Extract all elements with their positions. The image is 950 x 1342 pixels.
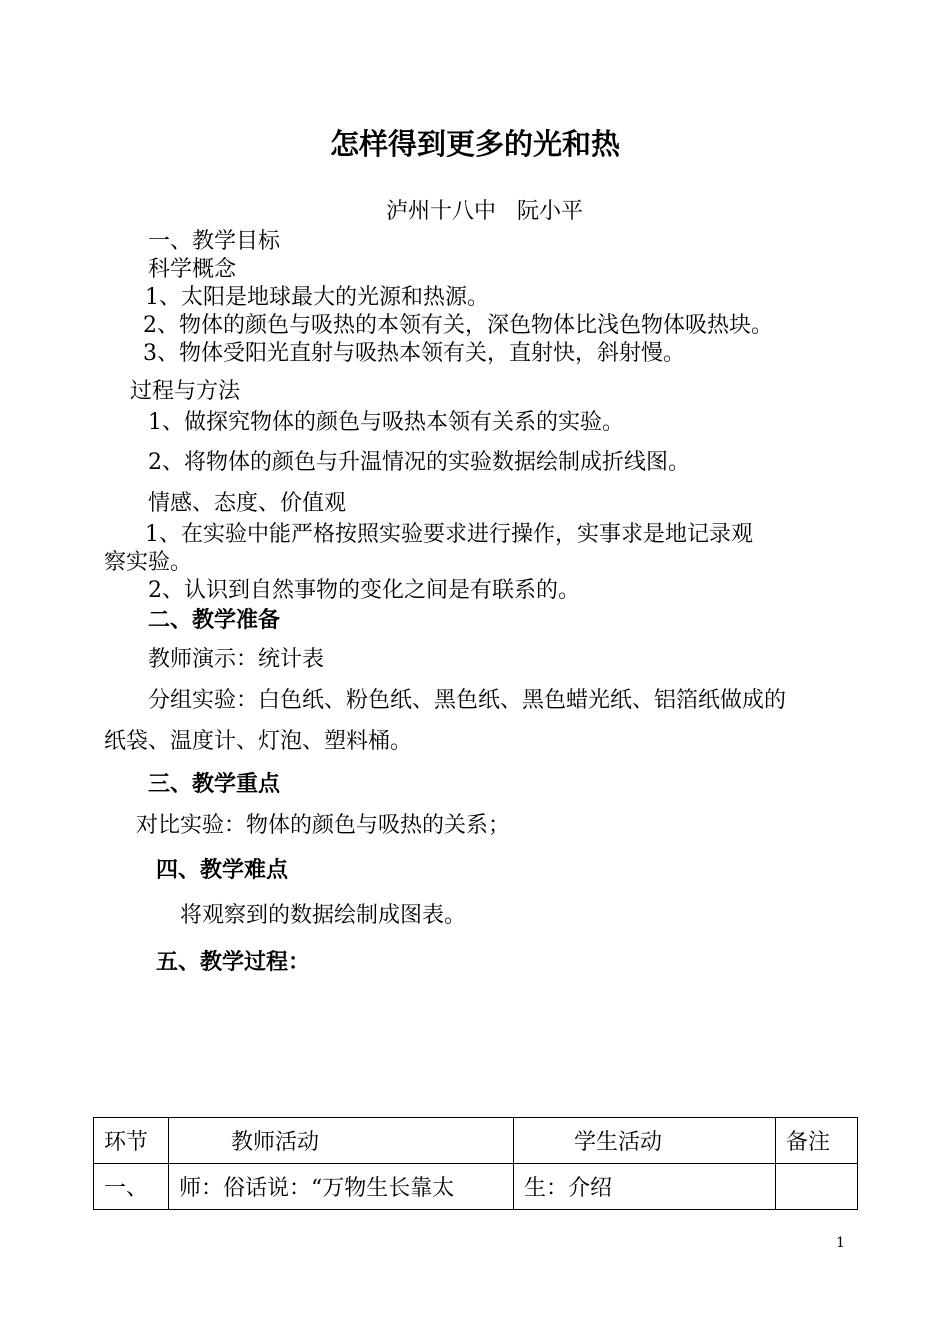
section2-heading: 二、教学准备 xyxy=(148,607,281,633)
process-heading: 过程与方法 xyxy=(130,379,241,404)
teaching-process-table xyxy=(93,1117,858,1210)
prep-line: 教师演示：统计表 xyxy=(148,647,325,672)
concept-heading: 科学概念 xyxy=(148,257,237,282)
section3-heading: 三、教学重点 xyxy=(148,771,281,797)
process-item: 1、做探究物体的颜色与吸热本领有关系的实验。 xyxy=(148,410,624,435)
section4-heading: 四、教学难点 xyxy=(156,857,289,883)
table-cell: 生：介绍 xyxy=(514,1164,776,1210)
author-line: 泸州十八中 阮小平 xyxy=(386,199,583,224)
header-cell-student: 学生活动 xyxy=(514,1118,776,1164)
attitude-item: 2、认识到自然事物的变化之间是有联系的。 xyxy=(148,578,580,603)
table-cell xyxy=(776,1164,858,1210)
section1-heading: 一、教学目标 xyxy=(148,229,281,254)
attitude-heading: 情感、态度、价值观 xyxy=(148,491,347,516)
table-row xyxy=(94,1164,858,1210)
attitude-item-continued: 察实验。 xyxy=(104,550,193,575)
process-item: 2、将物体的颜色与升温情况的实验数据绘制成折线图。 xyxy=(148,450,690,475)
concept-item: 2、物体的颜色与吸热的本领有关，深色物体比浅色物体吸热块。 xyxy=(143,313,773,338)
header-cell-stage: 环节 xyxy=(94,1118,169,1164)
header-cell-teacher: 教师活动 xyxy=(169,1118,514,1164)
table-header-row xyxy=(94,1118,858,1164)
attitude-item: 1、在实验中能严格按照实验要求进行操作，实事求是地记录观 xyxy=(145,522,753,547)
difficulty-text: 将观察到的数据绘制成图表。 xyxy=(180,903,467,928)
page-number: 1 xyxy=(836,1235,845,1251)
table-cell: 一、 xyxy=(94,1164,169,1210)
concept-item: 3、物体受阳光直射与吸热本领有关，直射快，斜射慢。 xyxy=(143,341,685,366)
concept-item: 1、太阳是地球最大的光源和热源。 xyxy=(145,285,489,310)
prep-line-continued: 纸袋、温度计、灯泡、塑料桶。 xyxy=(104,729,413,754)
prep-line: 分组实验：白色纸、粉色纸、黑色纸、黑色蜡光纸、铝箔纸做成的 xyxy=(148,688,787,713)
header-cell-notes: 备注 xyxy=(776,1118,858,1164)
document-title: 怎样得到更多的光和热 xyxy=(329,127,620,161)
key-point-text: 对比实验：物体的颜色与吸热的关系； xyxy=(136,813,511,838)
table-cell: 师：俗话说：“万物生长靠太 xyxy=(169,1164,514,1210)
section5-heading: 五、教学过程： xyxy=(156,949,311,975)
